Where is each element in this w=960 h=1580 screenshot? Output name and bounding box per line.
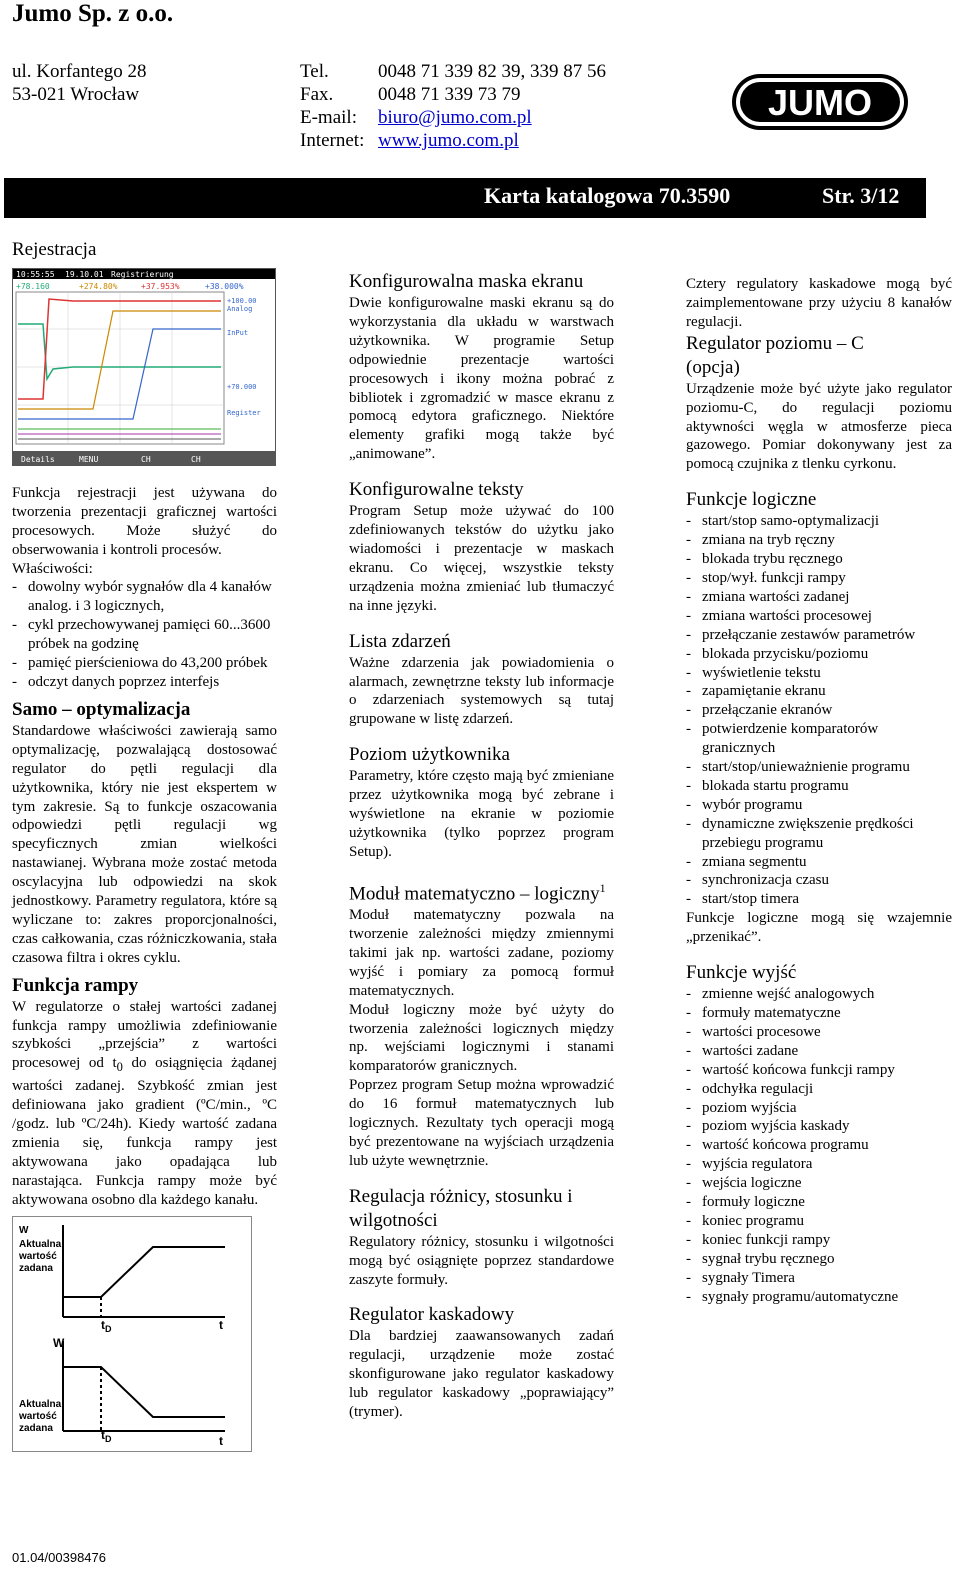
screen-value-2: +274.80% xyxy=(79,282,118,291)
address-city: 53-021 Wrocław xyxy=(12,84,140,105)
list-item: - sygnały programu/automatyczne xyxy=(686,1288,952,1307)
softkey-menu: MENU xyxy=(79,455,99,464)
modul-text-3: Poprzez program Setup można wprowadzić do 16 formuł matematycznych lub logicznych. Rezultaty tych operacji mogą być prezentowane na wyjściach urządzenia lub użyte wewnętrznie. xyxy=(349,1077,614,1169)
lista-text: Ważne zdarzenia jak powiadomienia o alarmach, zewnętrzne teksty lub informacje o zdarzeniach systemowych są tutaj grupowane w listę zdarzeń. xyxy=(349,654,614,728)
page-number: Str. 3/12 xyxy=(822,183,900,208)
list-item: - pamięć pierścieniowa do 43,200 próbek xyxy=(12,654,277,673)
list-item: - dowolny wybór sygnałów dla 4 kanałów analog. i 3 logicznych, xyxy=(12,578,277,616)
regulator-poziomu-opcja: (opcja) xyxy=(686,356,740,378)
rejestracja-text: Funkcja rejestracji jest używana do tworzenia prezentacji graficznej wartości procesowych. Może służyć do obserwowania i kontroli procesów. xyxy=(12,484,277,558)
list-item: - przełączanie zestawów parametrów xyxy=(686,626,952,645)
svg-text:W: W xyxy=(53,1335,65,1350)
list-item: - koniec funkcji rampy xyxy=(686,1231,952,1250)
list-item: - cykl przechowywanej pamięci 60...3600 próbek na godzinę xyxy=(12,616,277,654)
svg-text:Aktualna: Aktualna xyxy=(19,1398,62,1410)
list-item: - przełączanie ekranów xyxy=(686,701,952,720)
section-title-poziom: Poziom użytkownika xyxy=(349,744,510,766)
list-item: - start/stop samo-optymalizacji xyxy=(686,512,952,531)
kaskada-intro-text: Cztery regulatory kaskadowe mogą być zaimplementowane przy użyciu 8 kanałów regulacji. xyxy=(686,276,952,330)
wlasciwosci-list xyxy=(12,578,277,691)
svg-text:tD: $t_D$ xyxy=(101,1317,112,1334)
screen-mode: Registrierung xyxy=(111,270,174,279)
svg-text:zadana: zadana xyxy=(19,1262,53,1274)
footer-code: 01.04/00398476 xyxy=(12,1550,106,1565)
svg-text:wartość: wartość xyxy=(19,1410,57,1422)
list-item: - wyświetlenie tekstu xyxy=(686,664,952,683)
email-label: E-mail: xyxy=(300,107,357,128)
svg-text:tD: $t_D$ xyxy=(101,1427,112,1444)
list-item: - poziom wyjścia kaskady xyxy=(686,1117,952,1136)
list-item: - blokada przycisku/poziomu xyxy=(686,645,952,664)
list-item: - stop/wył. funkcji rampy xyxy=(686,569,952,588)
section-title-maska: Konfigurowalna maska ekranu xyxy=(349,271,584,292)
list-item: - blokada startu programu xyxy=(686,777,952,796)
list-item: - dynamiczne zwiększenie prędkości przebiegu programu xyxy=(686,815,952,853)
internet-label: Internet: xyxy=(300,130,365,151)
list-item: - formuły matematyczne xyxy=(686,1004,952,1023)
section-title-rampa: Funkcja rampy xyxy=(12,974,139,996)
screen-side-1: +100.00 xyxy=(227,297,257,305)
screen-date: 19.10.01 xyxy=(65,270,104,279)
section-title-teksty: Konfigurowalne teksty xyxy=(349,479,524,501)
softkey-details: Details xyxy=(21,455,55,464)
jumo-logo xyxy=(730,66,910,138)
company-name: Jumo Sp. z o.o. xyxy=(12,0,174,27)
header-banner xyxy=(4,178,926,218)
tel-label: Tel. xyxy=(300,61,329,82)
list-item: - wartość końcowa programu xyxy=(686,1136,952,1155)
rampa-text: W regulatorze o stałej wartości zadanej funkcja rampy umożliwia zdefiniowanie szybkości „przejścia” z wartości procesowej od $t_0$ do osiągnięcia żądanej wartości zadanej. Szybkość zmian jest definiowana jako gradient (ºC/min., ºC /godz. lub ºC/24h). Kiedy wartość zadana zmienia się, funkcja rampy jest aktywowana jako opadająca lub narastająca. Funkcja rampy może być aktywowana osobno dla każdego kanału. xyxy=(12,998,277,1208)
screen-side-3: InPut xyxy=(227,329,249,337)
fax-label: Fax. xyxy=(300,84,334,105)
section-title-rejestracja: Rejestracja xyxy=(12,239,97,260)
section-title-regulator-poziomu: Regulator poziomu – C xyxy=(686,332,864,354)
svg-text:zadana: zadana xyxy=(19,1422,53,1434)
list-item: - sygnał trybu ręcznego xyxy=(686,1250,952,1269)
screen-value-3: +37.953% xyxy=(141,282,180,291)
funkcje-logiczne-list xyxy=(686,512,952,909)
regulacja-text: Regulatory różnicy, stosunku i wilgotności mogą być osiągnięte poprzez standardowe zaszyte formuły. xyxy=(349,1233,614,1288)
svg-text:wartość: wartość xyxy=(19,1250,57,1262)
list-item: - start/stop timera xyxy=(686,890,952,909)
list-item: - blokada trybu ręcznego xyxy=(686,550,952,569)
list-item: - poziom wyjścia xyxy=(686,1099,952,1118)
list-item: - koniec programu xyxy=(686,1212,952,1231)
list-item: - wejścia logiczne xyxy=(686,1174,952,1193)
section-title-funkcje-logiczne: Funkcje logiczne xyxy=(686,489,817,511)
recorder-screen-image xyxy=(12,268,276,466)
catalog-number: Karta katalogowa 70.3590 xyxy=(484,183,731,208)
svg-text:W: W xyxy=(19,1224,29,1236)
ramp-t-label-2: t xyxy=(219,1433,223,1448)
maska-text: Dwie konfigurowalne maski ekranu są do wykorzystania dla układu w warstwach użytkownika. W programie Setup odpowiednie prezentacje wartości procesowych i ikony można pobrać z bibliotek i zgromadzić w masce ekranu z pomocą edytora graficznego. Niektóre elementy grafiki mogą także być „animowane”. xyxy=(349,295,614,463)
section-title-samo: Samo – optymalizacja xyxy=(12,698,191,720)
screen-register: Register xyxy=(227,409,261,417)
ramp-setpoint-label-1: Aktualna xyxy=(19,1238,62,1250)
column-left xyxy=(12,238,277,1458)
website-link[interactable]: www.jumo.com.pl xyxy=(378,130,519,151)
wlasciwosci-label: Właściwości: xyxy=(12,560,93,577)
ramp-t-label-1: t xyxy=(219,1317,223,1332)
section-title-funkcje-wyjsc: Funkcje wyjść xyxy=(686,962,797,984)
list-item: - potwierdzenie komparatorów granicznych xyxy=(686,720,952,758)
ramp-function-figure xyxy=(12,1216,252,1452)
list-item: - odchyłka regulacji xyxy=(686,1080,952,1099)
screen-side-4: +70.000 xyxy=(227,383,257,391)
list-item: - zmienne wejść analogowych xyxy=(686,985,952,1004)
list-item: - zapamiętanie ekranu xyxy=(686,682,952,701)
fax-value: 0048 71 339 73 79 xyxy=(378,84,521,105)
screen-value-4: +38.000% xyxy=(205,282,244,291)
address-street: ul. Korfantego 28 xyxy=(12,61,147,82)
poziom-text: Parametry, które często mają być zmieniane przez użytkownika mogą być zebrane i wyświetlone na ekranie w poziomie użytkownika (tylko poprzez program Setup). xyxy=(349,768,614,860)
modul-text-2: Moduł logiczny może być użyty do tworzenia zależności logicznych między np. wejściami logicznymi i stanami komparatorów granicznych. xyxy=(349,1001,614,1075)
softkey-ch: CH xyxy=(141,455,151,464)
section-title-lista: Lista zdarzeń xyxy=(349,630,451,652)
list-item: - synchronizacja czasu xyxy=(686,871,952,890)
section-title-regulacja: Regulacja różnicy, stosunku i wilgotności xyxy=(349,1185,573,1231)
list-item: - wartości procesowe xyxy=(686,1023,952,1042)
section-title-kaskadowy: Regulator kaskadowy xyxy=(349,1304,515,1326)
screen-value-1: +78.160 xyxy=(16,282,50,291)
list-item: - wartość końcowa funkcji rampy xyxy=(686,1061,952,1080)
column-middle xyxy=(349,270,614,1422)
section-title-modul: Moduł matematyczno – logiczny$^1$ xyxy=(349,880,606,905)
softkey-ch2: CH xyxy=(191,455,201,464)
list-item: - zmiana wartości zadanej xyxy=(686,588,952,607)
list-item: - wybór programu xyxy=(686,796,952,815)
kaskadowy-text: Dla bardziej zaawansowanych zadań regulacji, urządzenie może zostać skonfigurowane jako regulator kaskadowy lub regulator kaskadowy „poprawiający” (trymer). xyxy=(349,1328,614,1421)
list-item: - wyjścia regulatora xyxy=(686,1155,952,1174)
list-item: - wartości zadane xyxy=(686,1042,952,1061)
company-address xyxy=(12,60,147,106)
list-item: - zmiana wartości procesowej xyxy=(686,607,952,626)
list-item: - zmiana segmentu xyxy=(686,853,952,872)
funkcje-logiczne-outro: Funkcje logiczne mogą się wzajemnie „przenikać”. xyxy=(686,910,952,946)
list-item: - formuły logiczne xyxy=(686,1193,952,1212)
modul-text-1: Moduł matematyczny pozwala na tworzenie zależności między zmiennymi takimi jak np. wartości zadane, poziomy wyjść i pomiary za pomocą formuł matematycznych. xyxy=(349,907,614,999)
contact-block xyxy=(300,60,606,152)
screen-time: 10:55:55 xyxy=(16,270,55,279)
samo-text: Standardowe właściwości zawierają samo optymalizację, pozwalającą dostosować regulator do pętli regulacji dla użytkownika, który nie jest ekspertem w tym zakresie. Są to funkcje oszacowania odpowiedzi pętli regulacji wg specyficznych zmian wielkości nastawianej. Wybrana może zostać metoda oscylacyjna lub odpowiedzi na skok jednostkowy. Parametry regulatora, które są wyliczane to: zakres proporcjonalności, czas całkowania, czas różniczkowania, stała czasowa filtra i okres cyklu. xyxy=(12,722,277,966)
email-link[interactable]: biuro@jumo.com.pl xyxy=(378,107,532,128)
list-item: - odczyt danych poprzez interfejs xyxy=(12,673,277,692)
regulator-poziomu-text: Urządzenie może być użyte jako regulator poziomu-C, do regulacji poziomu aktywności węgla w atmosferze pieca gazowego. Pomiar dokonywany jest za pomocą czujnika z tlenku cyrkonu. xyxy=(686,380,952,473)
screen-side-2: Analog xyxy=(227,305,253,313)
teksty-text: Program Setup może używać do 100 zdefiniowanych tekstów do użytku jako wiadomości i prezentacje w maskach ekranu. Co więcej, wszystkie teksty urządzenia można zmieniać lub tłumaczyć na inne języki. xyxy=(349,503,614,614)
list-item: - zmiana na tryb ręczny xyxy=(686,531,952,550)
tel-value: 0048 71 339 82 39, 339 87 56 xyxy=(378,61,606,82)
column-right xyxy=(686,275,952,1307)
list-item: - sygnały Timera xyxy=(686,1269,952,1288)
logo-text: JUMO xyxy=(767,82,873,123)
funkcje-wyjsc-list xyxy=(686,985,952,1306)
list-item: - start/stop/unieważnienie programu xyxy=(686,758,952,777)
